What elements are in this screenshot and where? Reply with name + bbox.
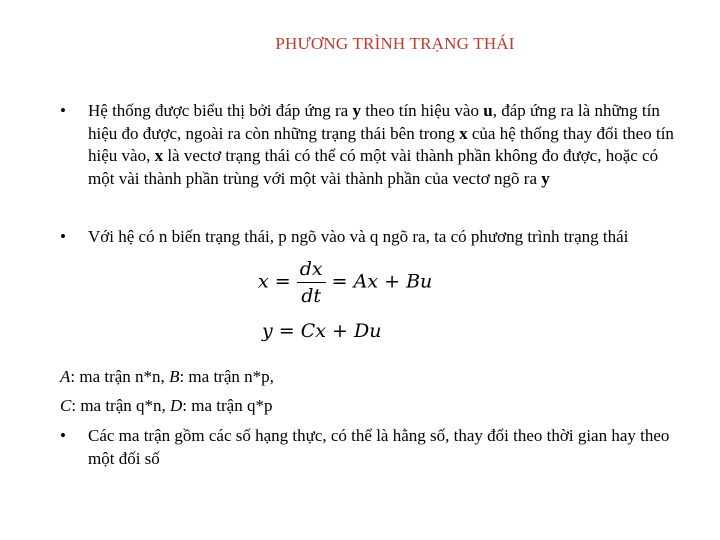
fraction-numerator: dx bbox=[297, 256, 326, 283]
bullet-matrix-description bbox=[60, 425, 680, 470]
state-equation-rhs: = Ax + Bu bbox=[331, 270, 433, 293]
matrix-line-cd: C: ma trận q*n, D: ma trận q*p bbox=[60, 396, 273, 415]
fraction-denominator: dt bbox=[301, 285, 322, 307]
bullet-text: Với hệ có n biến trạng thái, p ngõ vào và q ngõ ra, ta có phương trình trạng thái bbox=[88, 227, 629, 246]
bullet-state-equation-intro bbox=[60, 226, 680, 249]
derivative-fraction bbox=[297, 256, 326, 309]
state-derivative-symbol: x bbox=[258, 270, 269, 293]
bullet-system-description bbox=[60, 100, 680, 190]
page-title: PHƯƠNG TRÌNH TRẠNG THÁI bbox=[275, 34, 515, 53]
bullet-text: Các ma trận gồm các số hạng thực, có thể là hằng số, thay đổi theo thời gian hay theo một đối số bbox=[88, 426, 670, 468]
bullet-text: Hệ thống được biểu thị bởi đáp ứng ra y theo tín hiệu vào u, đáp ứng ra là những tín hiệu đo được, ngoài ra còn những trạng thái bên trong x của hệ thống thay đổi theo tín hiệu vào, x là vectơ trạng thái có thể có một vài thành phần không đo được, hoặc có một vài thành phần trùng với một vài thành phần của vectơ ngõ ra y bbox=[88, 101, 674, 188]
bullet-marker: • bbox=[60, 227, 66, 246]
bullet-marker: • bbox=[60, 101, 66, 120]
matrix-line-ab: A: ma trận n*n, B: ma trận n*p, bbox=[60, 367, 274, 386]
bullet-marker: • bbox=[60, 426, 66, 445]
output-equation: y = Cx + Du bbox=[262, 320, 382, 342]
state-equation: x = $\frac{dx}{dt}$ = Ax + Bu bbox=[258, 258, 433, 307]
